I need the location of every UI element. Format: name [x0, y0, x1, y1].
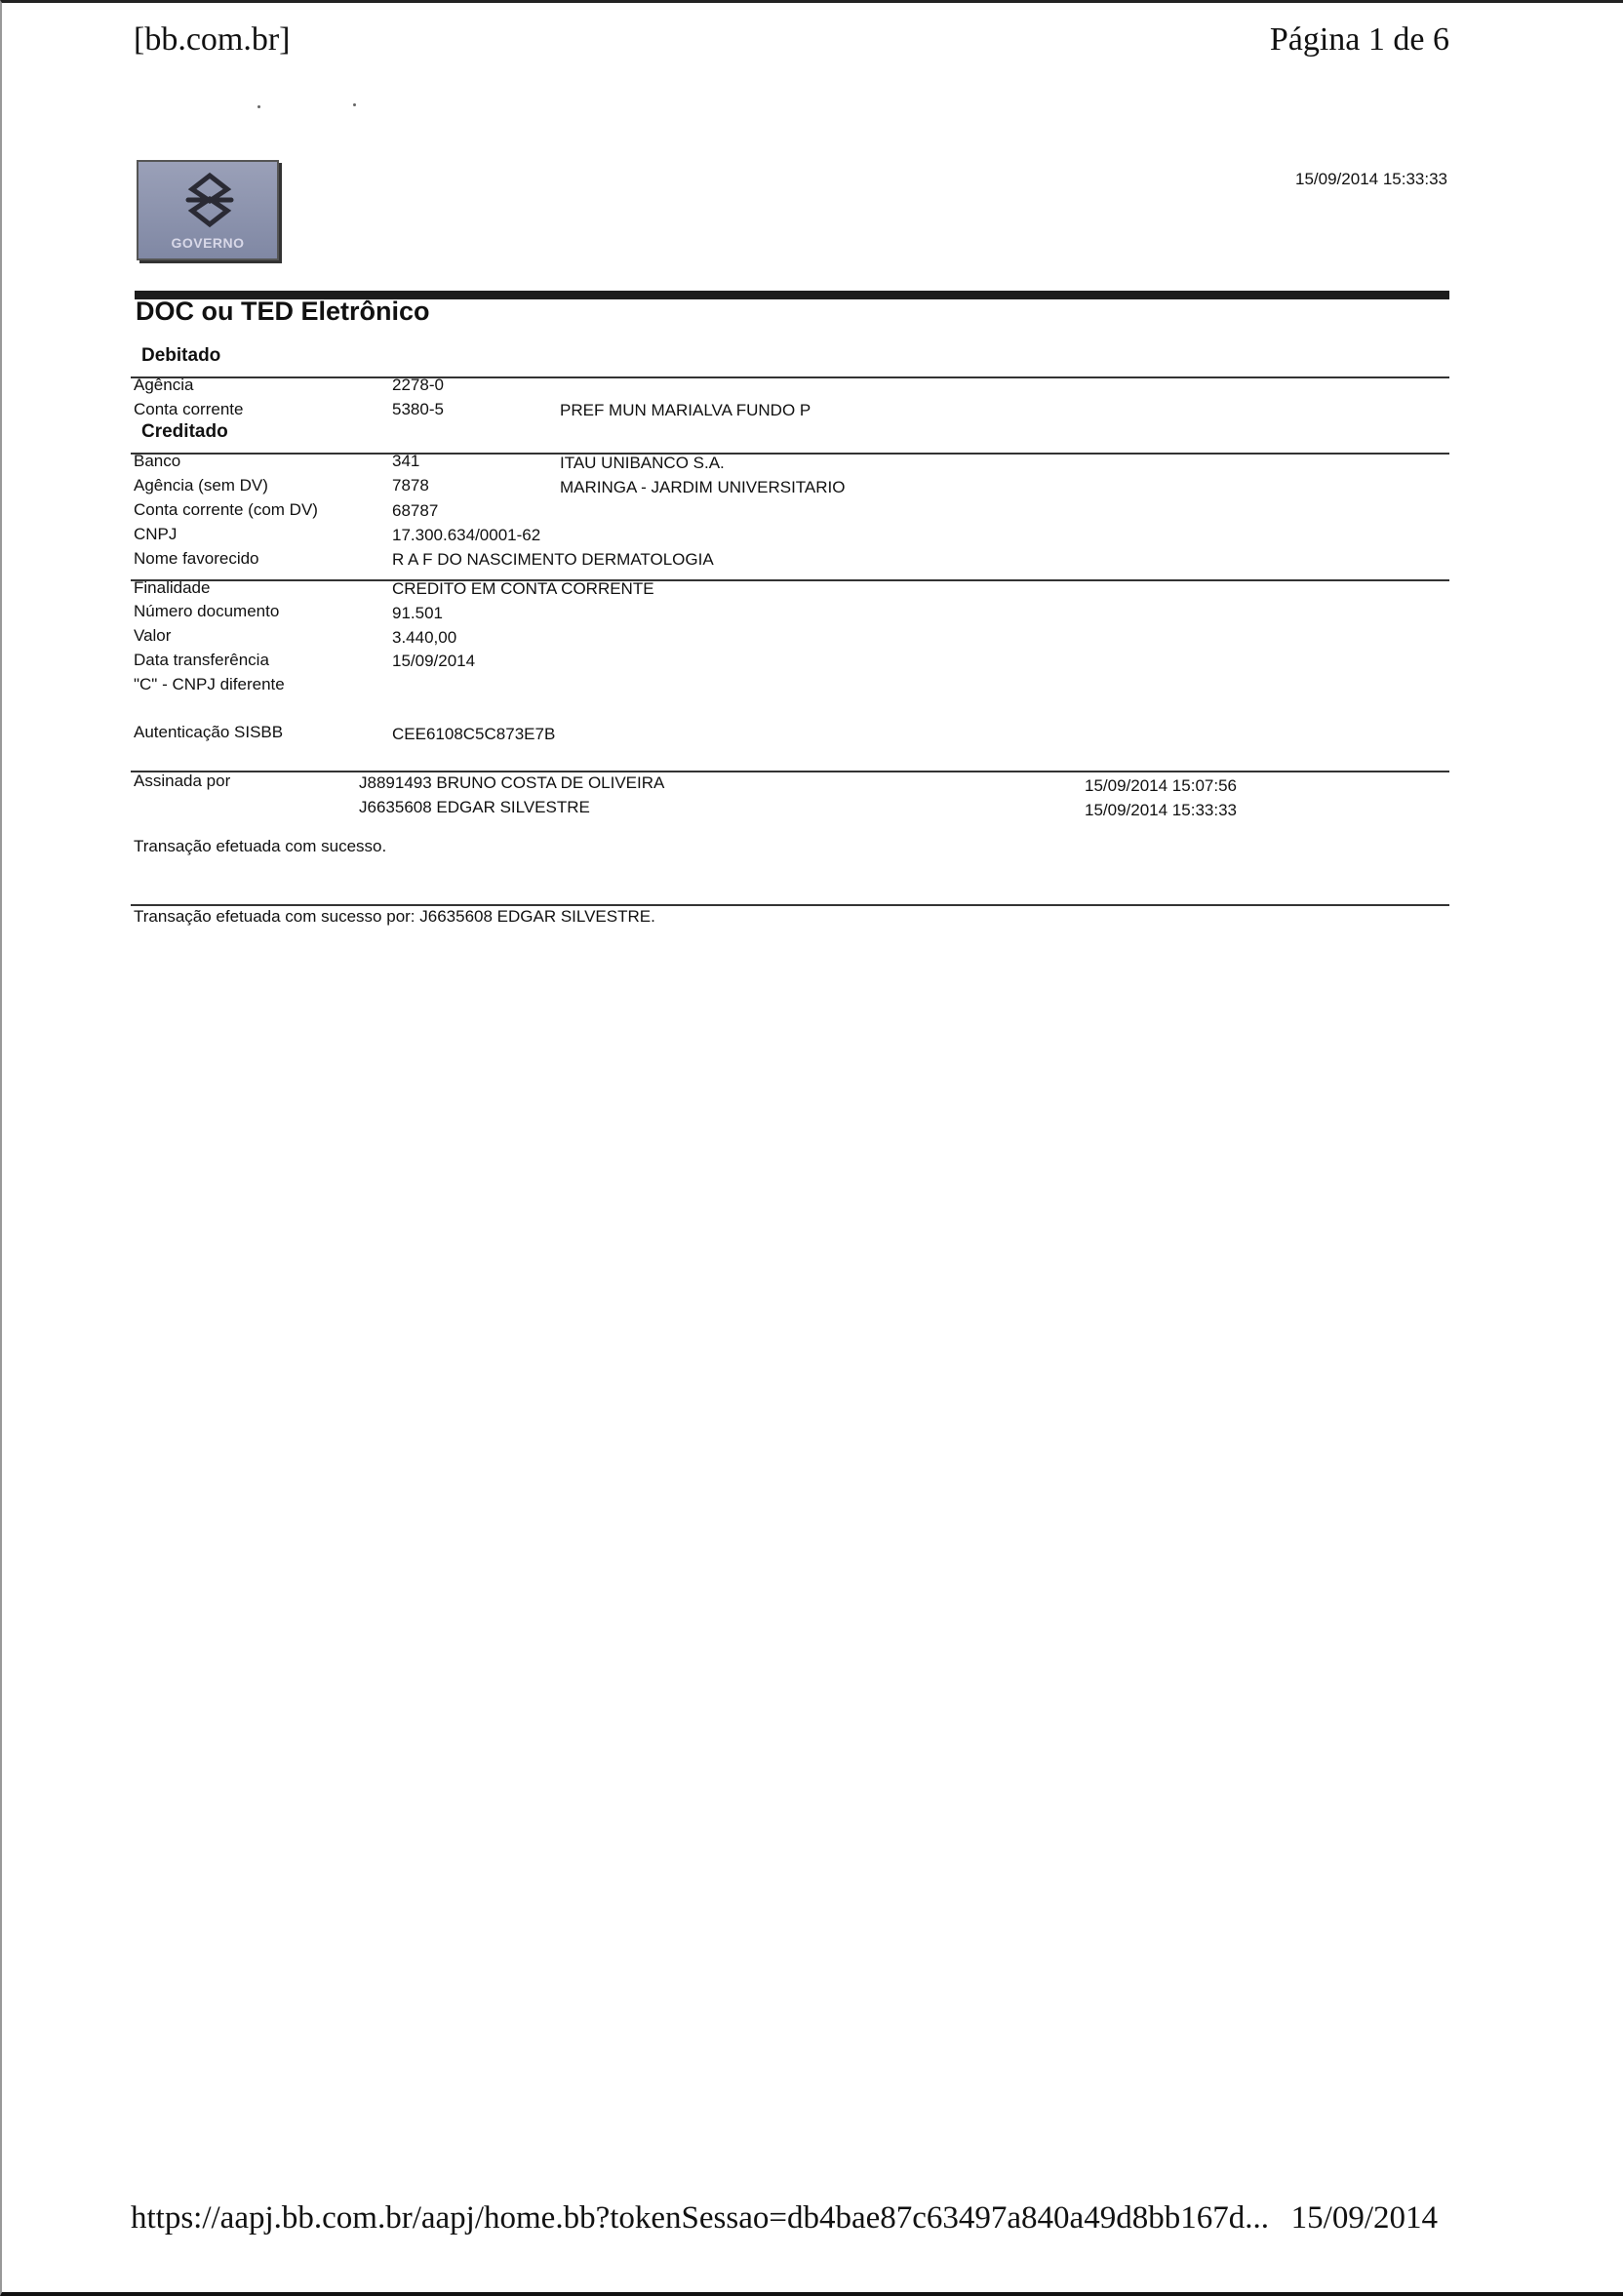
label-cnpj-diferente: "C" - CNPJ diferente	[134, 675, 285, 693]
section-creditado: Creditado	[141, 421, 228, 442]
value-numero-documento: 91.501	[392, 604, 443, 622]
value-nome-favorecido: R A F DO NASCIMENTO DERMATOLOGIA	[392, 550, 714, 569]
value-banco-nome: ITAU UNIBANCO S.A.	[560, 454, 725, 472]
value-cnpj: 17.300.634/0001-62	[392, 526, 541, 544]
divider	[131, 904, 1449, 906]
bb-logo-icon	[180, 172, 239, 228]
site-header: [bb.com.br]	[134, 21, 291, 58]
footer-url: https://aapj.bb.com.br/aapj/home.bb?tokenSessao=db4bae87c63497a840a49d8bb167d...	[131, 2200, 1269, 2236]
signer-1-datetime: 15/09/2014 15:07:56	[1085, 776, 1237, 795]
signer-1: J8891493 BRUNO COSTA DE OLIVEIRA	[359, 773, 665, 792]
label-numero-documento: Número documento	[134, 602, 280, 620]
divider	[131, 376, 1449, 378]
value-banco: 341	[392, 452, 420, 470]
label-cnpj: CNPJ	[134, 525, 178, 543]
value-agencia: 2278-0	[392, 376, 444, 394]
label-banco: Banco	[134, 452, 181, 470]
signer-2-datetime: 15/09/2014 15:33:33	[1085, 801, 1237, 819]
value-valor: 3.440,00	[392, 628, 457, 647]
value-agencia-sem-dv: 7878	[392, 476, 429, 495]
label-conta-corrente: Conta corrente	[134, 400, 244, 418]
label-data-transferencia: Data transferência	[134, 651, 269, 669]
document-title: DOC ou TED Eletrônico	[136, 297, 430, 326]
value-conta-com-dv: 68787	[392, 501, 439, 520]
label-nome-favorecido: Nome favorecido	[134, 549, 259, 568]
label-agencia-sem-dv: Agência (sem DV)	[134, 476, 268, 495]
label-autenticacao: Autenticação SISBB	[134, 723, 284, 741]
status-message: Transação efetuada com sucesso.	[134, 837, 387, 855]
value-agencia-nome: MARINGA - JARDIM UNIVERSITARIO	[560, 478, 846, 496]
label-assinada-por: Assinada por	[134, 772, 231, 790]
divider	[131, 453, 1449, 455]
label-valor: Valor	[134, 626, 172, 645]
divider	[131, 771, 1449, 772]
bank-logo	[137, 160, 279, 260]
scan-speck	[257, 105, 260, 108]
status-by: Transação efetuada com sucesso por: J6635608 EDGAR SILVESTRE.	[134, 907, 655, 926]
scan-speck	[353, 103, 356, 106]
value-data-transferencia: 15/09/2014	[392, 652, 476, 670]
page-counter: Página 1 de 6	[1269, 21, 1449, 58]
value-autenticacao: CEE6108C5C873E7B	[392, 725, 556, 743]
divider	[131, 579, 1449, 581]
signer-2: J6635608 EDGAR SILVESTRE	[359, 798, 590, 816]
logo-text: GOVERNO	[171, 235, 245, 251]
value-conta-corrente: 5380-5	[392, 400, 444, 418]
value-finalidade: CREDITO EM CONTA CORRENTE	[392, 579, 654, 598]
label-conta-com-dv: Conta corrente (com DV)	[134, 500, 318, 519]
label-finalidade: Finalidade	[134, 578, 211, 597]
section-debitado: Debitado	[141, 345, 221, 366]
value-conta-titular: PREF MUN MARIALVA FUNDO P	[560, 401, 812, 419]
footer-date: 15/09/2014	[1290, 2200, 1438, 2236]
label-agencia: Agência	[134, 376, 194, 394]
header-timestamp: 15/09/2014 15:33:33	[1295, 170, 1447, 188]
